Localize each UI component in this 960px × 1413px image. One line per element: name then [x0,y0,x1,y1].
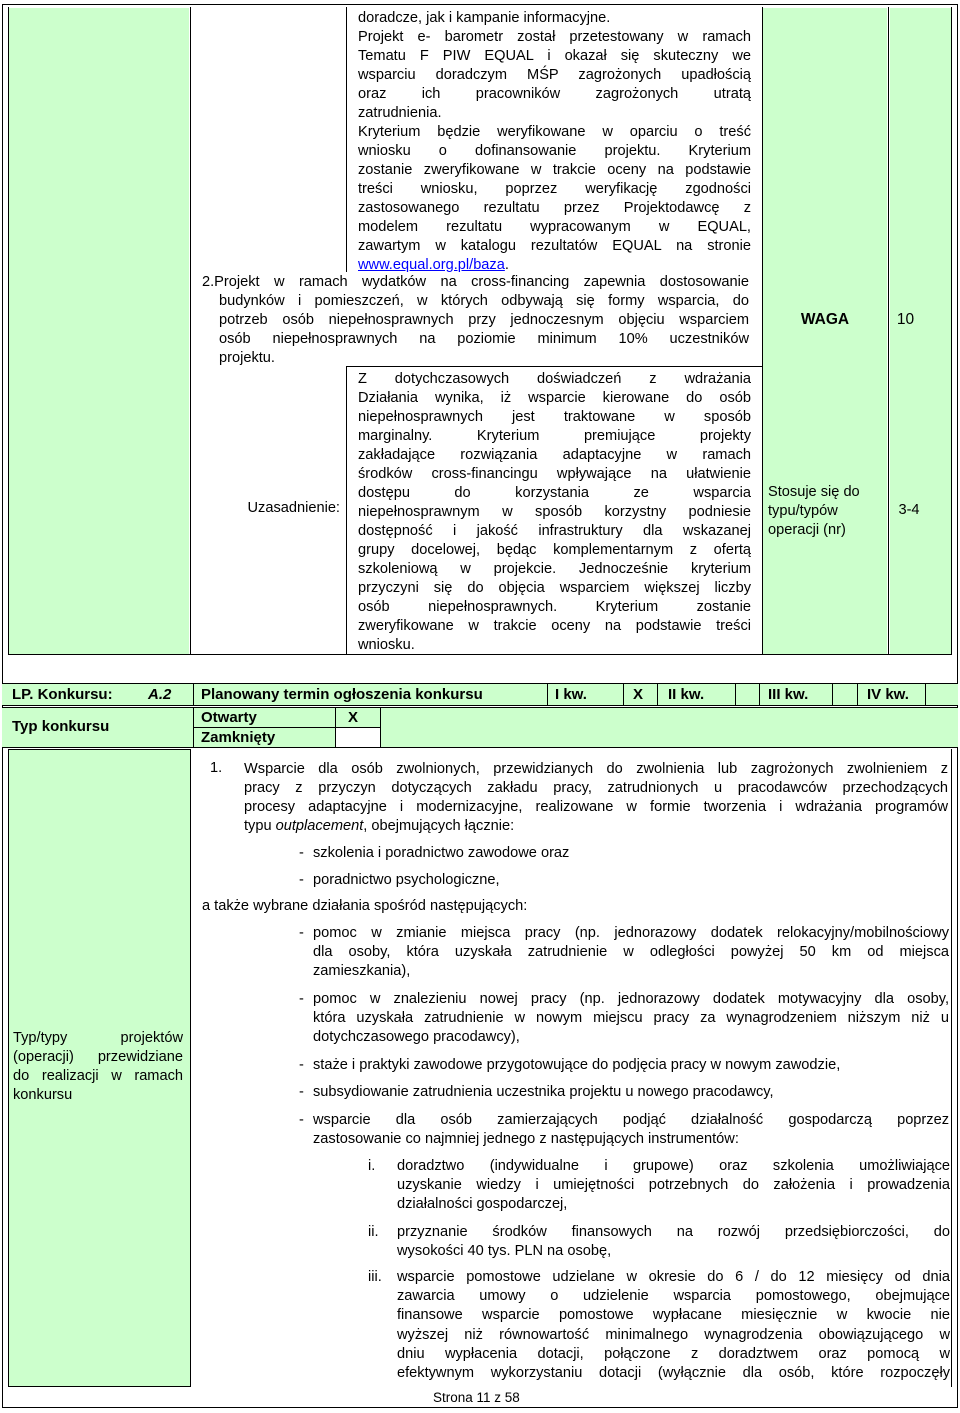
uzasadnienie-label: Uzasadnienie: [247,500,340,516]
text-span: typu [244,818,276,834]
text-line: Projekt e- barometr został przetestowany w ramach [358,29,751,45]
text-line: pracy z przyczyn dotyczących zakładu pracy, zatrudnionych u pracodawców przechodzących [244,780,948,796]
text-line: dniu wypłacenia dotacji, połączone z doradztwem oraz pomocą w [397,1345,950,1362]
text-line: poradnictwo psychologiczne, [313,872,500,888]
applies-to-value: 3-4 [898,502,920,518]
dash-item-new-job: - pomoc w znalezieniu nowej pracy (np. jednorazowy dodatek motywacyjny dla osoby, która uzyskała zatrudnienie w nowym miejscu pracy za wynagrodzeniem niższym niż u dotychczasowego pracodawcy), [299,990,949,1048]
lp-value: A.2 [148,686,172,703]
q1-label: I kw. [555,686,587,703]
waga-value: 10 [896,311,915,328]
left-green-cell [9,8,189,654]
type-closed-label: Zamknięty [201,729,276,746]
text-line: wniosku o dofinansowanie projektu. Kryterium [358,143,751,159]
text-line: dotychczasowego pracodawcy), [313,1029,520,1046]
text-line: pomoc w znalezieniu nowej pracy (np. jednorazowy dodatek motywacyjny dla osoby, [313,991,949,1007]
item-1-number: 1. [210,760,223,776]
text-line: wsparcie dla osób zamierzających podjąć działalność gospodarczą poprzez [313,1112,949,1128]
text-line: zweryfikowane w trakcie oceny na podstawie treści [358,618,751,634]
text-line: typu/typów [768,503,838,519]
text-line: operacji (nr) [768,522,846,538]
roman-item-ii [368,1223,950,1261]
text-line: efektywnym wykorzystaniu dotacji (wyłącznie dla osób, które rozpoczęły [397,1365,950,1382]
text-line: szkolenia i poradnictwo zawodowe oraz [313,845,570,861]
text-line: do realizacji w ramach [13,1068,183,1084]
text-line: osób niepełnosprawnych. Kryterium zostanie [358,599,751,615]
text-line: wysokości 40 tys. PLN na osobę, [397,1243,612,1260]
text-line: 2.Projekt w ramach wydatków na cross-financing zapewnia dostosowanie [202,274,749,290]
type-row-bg [2,708,958,748]
text-line: Typ/typy projektów [13,1030,183,1046]
text-line: wniosku. [358,637,415,653]
text-line: działalności gospodarczej, [397,1196,568,1213]
text-line: doradztwo (indywidualne i grupowe) oraz szkolenia umożliwiające [397,1158,950,1174]
item-number: ii. [368,1224,379,1240]
text-line: pomoc w zmianie miejsca pracy (np. jednorazowy dodatek relokacyjny/mobilnościowy [313,925,949,941]
applies-to-label [768,483,886,540]
text-line: potrzeb osób niepełnosprawnych przy jednoczesnym objęciu wsparciem [219,312,749,328]
text-line: zostanie zweryfikowane w trakcie oceny na podstawie [358,162,751,178]
weight-green-cell [890,8,951,654]
waga-label: WAGA [800,311,850,328]
text-line: przyczyni się do objęcia wsparciem większej liczby [358,580,751,596]
lp-label: LP. Konkursu: [12,686,113,703]
text-line: zamieszkania), [313,963,411,980]
uzasadnienie-text [358,370,751,655]
text-line: subsydiowanie zatrudnienia uczestnika projektu u nowego pracodawcy, [313,1084,774,1100]
type-open-label: Otwarty [201,709,257,726]
dash-item-internships: - staże i praktyki zawodowe przygotowujące do podjęcia pracy w nowym zawodzie, [299,1056,949,1075]
text-line: niepełnosprawnych jest traktowane w sposób [358,409,751,425]
dash-item-relocation: - pomoc w zmianie miejsca pracy (np. jednorazowy dodatek relokacyjny/mobilnościowy dla osoby, która uzyskała zatrudnienie w odległości powyżej 50 km od miejsca zamieszkania), [299,924,949,982]
text-line: dostępność i jakość infrastruktury dla wskazanej [358,523,751,539]
type-label: Typ konkursu [12,718,110,735]
text-line: Kryterium będzie weryfikowane w oparciu o treść [358,124,751,140]
text-line: zakładające rozwiązania adaptacyjne w ramach [358,447,751,463]
waga-green-cell [763,8,887,654]
text-line: zatrudnienia. [358,105,442,121]
roman-item-iii [368,1268,950,1383]
text-line: zawarcia umowy o udzielenie wsparcia pomostowego, obejmujące [397,1288,950,1305]
text-line: przyznanie środków finansowych na rozwój przedsiębiorczości, do [397,1224,950,1240]
text-line: marginalny. Kryterium premiujące projekty [358,428,751,444]
text-line: (operacji) przewidziane [13,1049,183,1065]
q2-label: II kw. [668,686,705,703]
item-number: i. [368,1158,376,1174]
text-line: treści wniosku, poprzez weryfikację zgodności [358,181,751,197]
roman-item-i [368,1157,950,1215]
type-open-mark[interactable]: X [348,709,359,726]
text-line: wsparcie pomostowe udzielane w okresie do 6 / do 12 miesięcy od dnia [397,1269,950,1285]
item-1-text [244,760,948,836]
text-line: doradcze, jak i kampanie informacyjne. [358,10,611,26]
criterion-2-text [202,273,749,368]
text-line: procesy adaptacyjne i modernizacyjne, realizowane w formie tworzenia i wdrażania programów [244,799,948,815]
q4-label: IV kw. [867,686,909,703]
text-line: . [504,257,509,273]
also-text: a także wybrane działania spośród następujących: [202,898,528,914]
text-line: modelem rezultatu wypracowanym w EQUAL, [358,219,751,235]
dash-item-psych: - poradnictwo psychologiczne, [299,871,949,890]
q3-label: III kw. [768,686,809,703]
dash-item-training: - szkolenia i poradnictwo zawodowe oraz [299,844,949,863]
text-line: szkoleniową w projekcie. Jednocześnie kryterium [358,561,751,577]
text-span: outplacement [275,818,364,834]
text-line: dla osoby, która uzyskała zatrudnienie w odległości powyżej 50 km od miejsca [313,944,949,961]
dash-item-business: - wsparcie dla osób zamierzających podjąć działalność gospodarczą poprzez zastosowanie co najmniej jednego z następujących instrumentów: [299,1111,949,1149]
projects-label [13,1029,183,1105]
text-line: środków cross-financingu wpływające na ułatwienie [358,466,751,482]
text-line: Działania wynika, iż wsparcie kierowane do osób [358,390,751,406]
text-line: Wsparcie dla osób zwolnionych, przewidzianych do zwolnienia lub zagrożonych zwolnieniem z [244,761,948,777]
item-number: iii. [368,1269,382,1285]
text-line: Tematu F PIW EQUAL i okazał się skuteczny we [358,48,751,64]
text-line: konkursu [13,1087,73,1103]
text-line: która uzyskała zatrudnienie w nowym miejscu pracy za wynagrodzeniem niższym niż u [313,1010,949,1027]
text-line: wyższej niż równowartość minimalnego wynagrodzenia obowiązującego w [397,1326,950,1343]
text-line: Z dotychczasowych doświadczeń z wdrażania [358,371,751,387]
text-line: zastosowanie co najmniej jednego z następujących instrumentów: [313,1131,739,1148]
text-line: dostępu do korzystania ze wsparcia [358,485,751,501]
q1-mark[interactable]: X [633,686,644,703]
text-line: niepełnosprawnym w sposób korzystny podniesie [358,504,751,520]
text-line: projektu. [219,350,275,366]
dash-item-subsidy: - subsydiowanie zatrudnienia uczestnika projektu u nowego pracodawcy, [299,1083,949,1102]
text-span: , obejmujących łącznie: [363,818,515,834]
planned-term-label: Planowany termin ogłoszenia konkursu [201,686,483,703]
page-number: Strona 11 z 58 [433,1390,520,1405]
text-line: Stosuje się do [768,484,860,500]
text-line: budynków i pomieszczeń, w których odbywają się formy wsparcia, do [219,293,749,309]
text-line: zastosowanego rezultatu przez Projektodawcę z [358,200,751,216]
text-line: finansowe wsparcie pomostowe wypłacane miesięcznie w kwocie nie [397,1307,950,1324]
text-line: staże i praktyki zawodowe przygotowujące do podjęcia pracy w nowym zawodzie, [313,1057,841,1073]
text-line: grupy docelowej, będąc komplementarnym z ofertą [358,542,751,558]
criterion-1-text [358,9,751,275]
text-line: uzyskanie wiedzy i umiejętności potrzebnych do założenia i prowadzenia [397,1177,950,1194]
type-closed-mark[interactable] [336,728,380,747]
equal-link[interactable]: www.equal.org.pl/baza [358,257,505,273]
text-line: zawartym w katalogu rezultatów EQUAL na stronie [358,238,751,254]
text-line: wsparciu doradczym MŚP zagrożonych upadłością [358,67,751,83]
text-line: osób niepełnosprawnych na poziomie minimum 10% uczestników [219,331,749,347]
text-line [244,817,948,836]
text-line: oraz ich pracowników zagrożonych utratą [358,86,751,102]
